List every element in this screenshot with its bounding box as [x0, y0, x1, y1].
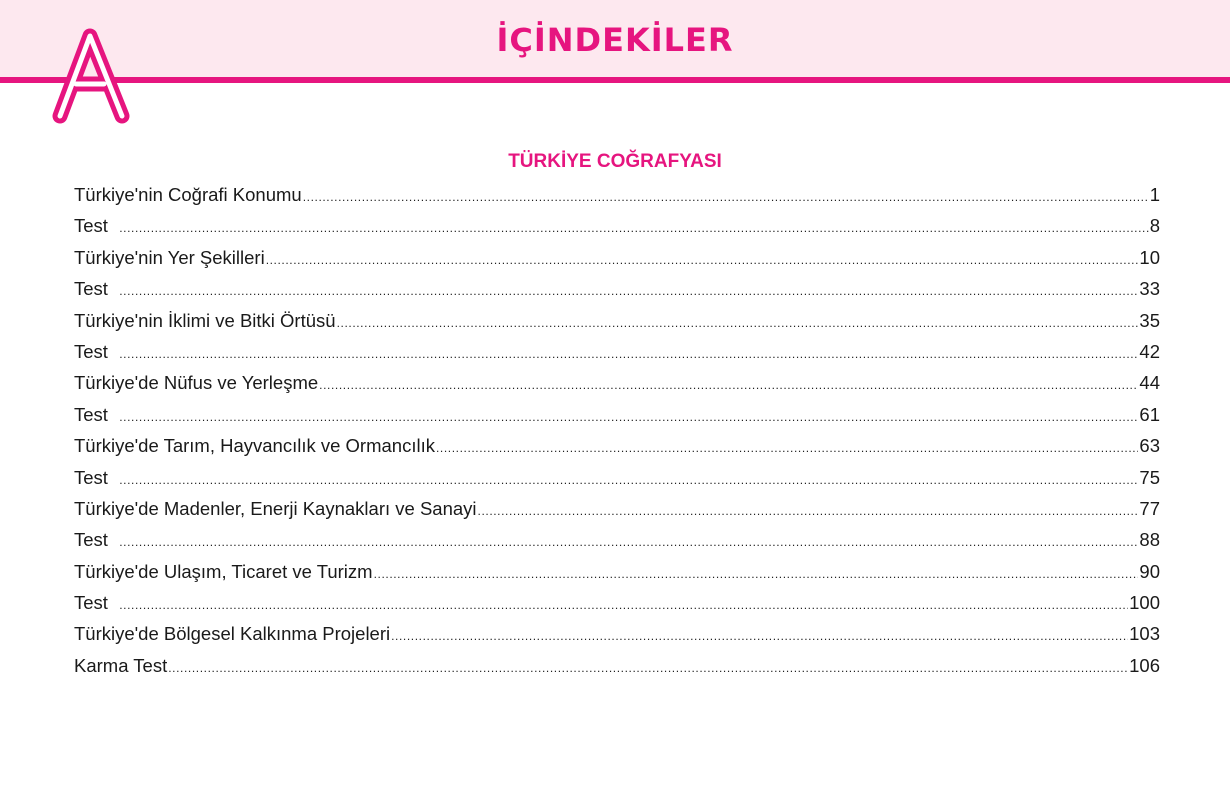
dot-leader — [478, 496, 1139, 527]
toc-page-number: 8 — [1149, 215, 1160, 237]
toc-entry-title: Türkiye'nin Coğrafi Konumu — [74, 184, 302, 205]
toc-page-number: 61 — [1139, 403, 1160, 425]
toc-page-number: 44 — [1139, 372, 1160, 394]
toc-entry-title: Türkiye'de Nüfus ve Yerleşme — [74, 372, 319, 394]
dot-leader — [266, 245, 1139, 276]
toc-entry[interactable] — [74, 650, 1160, 681]
toc-page-number: 33 — [1139, 278, 1160, 300]
dot-leader — [119, 465, 1138, 496]
toc-entry-title: Türkiye'nin İklimi ve Bitki Örtüsü — [74, 309, 336, 331]
dot-leader — [168, 653, 1128, 684]
toc-entry-title: Türkiye'de Bölgesel Kalkınma Projeleri — [74, 623, 391, 645]
dot-leader — [119, 213, 1148, 244]
toc-entry[interactable] — [74, 430, 1160, 461]
toc-entry-title: Karma Test — [74, 654, 168, 676]
dot-leader — [374, 559, 1139, 590]
toc-entry[interactable] — [74, 367, 1160, 398]
dot-leader — [119, 276, 1138, 307]
toc-page-number: 10 — [1139, 246, 1160, 268]
toc-page-number: 90 — [1139, 560, 1160, 582]
dot-leader — [436, 433, 1138, 464]
toc-entry[interactable] — [74, 336, 1160, 367]
toc-entry[interactable] — [74, 556, 1160, 587]
page-title: İÇİNDEKİLER — [496, 21, 734, 59]
toc-entry[interactable] — [74, 273, 1160, 304]
toc-entry-title: Test — [74, 466, 119, 488]
toc-entry-title: Test — [74, 340, 119, 362]
dot-leader — [303, 182, 1149, 213]
toc-entry-title: Test — [74, 592, 119, 614]
toc-entry-title: Test — [74, 215, 119, 237]
toc-page-number: 106 — [1129, 654, 1160, 676]
dot-leader — [337, 308, 1139, 339]
toc-entry-title: Türkiye'de Ulaşım, Ticaret ve Turizm — [74, 560, 373, 582]
header-rule — [0, 77, 1230, 83]
toc-page-number: 75 — [1139, 466, 1160, 488]
toc-entry[interactable] — [74, 462, 1160, 493]
dot-leader — [391, 621, 1128, 652]
toc-page-number: 88 — [1139, 529, 1160, 551]
toc-entry[interactable] — [74, 587, 1160, 618]
toc-entry-title: Test — [74, 403, 119, 425]
toc-page-number: 63 — [1139, 435, 1160, 457]
dot-leader — [119, 339, 1138, 370]
dot-leader — [119, 527, 1138, 558]
dot-leader — [319, 370, 1138, 401]
toc-entry[interactable] — [74, 493, 1160, 524]
toc-entry[interactable] — [74, 524, 1160, 555]
table-of-contents — [74, 179, 1160, 681]
dot-leader — [119, 590, 1128, 621]
toc-page-number: 35 — [1139, 309, 1160, 331]
toc-entry-title: Test — [74, 529, 119, 551]
toc-page-number: 100 — [1129, 592, 1160, 614]
toc-entry[interactable] — [74, 399, 1160, 430]
toc-page-number: 42 — [1139, 340, 1160, 362]
toc-entry[interactable] — [74, 618, 1160, 649]
toc-entry[interactable] — [74, 179, 1160, 210]
toc-entry-title: Türkiye'de Tarım, Hayvancılık ve Ormancılık — [74, 435, 435, 457]
toc-page-number: 77 — [1139, 497, 1160, 519]
toc-entry-title: Türkiye'de Madenler, Enerji Kaynakları ve Sanayi — [74, 497, 477, 519]
toc-entry-title: Test — [74, 278, 119, 300]
toc-page-number: 103 — [1129, 623, 1160, 645]
toc-entry[interactable] — [74, 305, 1160, 336]
toc-entry[interactable] — [74, 242, 1160, 273]
toc-entry[interactable] — [74, 210, 1160, 241]
section-title: TÜRKİYE COĞRAFYASI — [508, 151, 722, 172]
dot-leader — [119, 402, 1138, 433]
toc-page-number: 1 — [1149, 184, 1160, 205]
toc-entry-title: Türkiye'nin Yer Şekilleri — [74, 246, 265, 268]
